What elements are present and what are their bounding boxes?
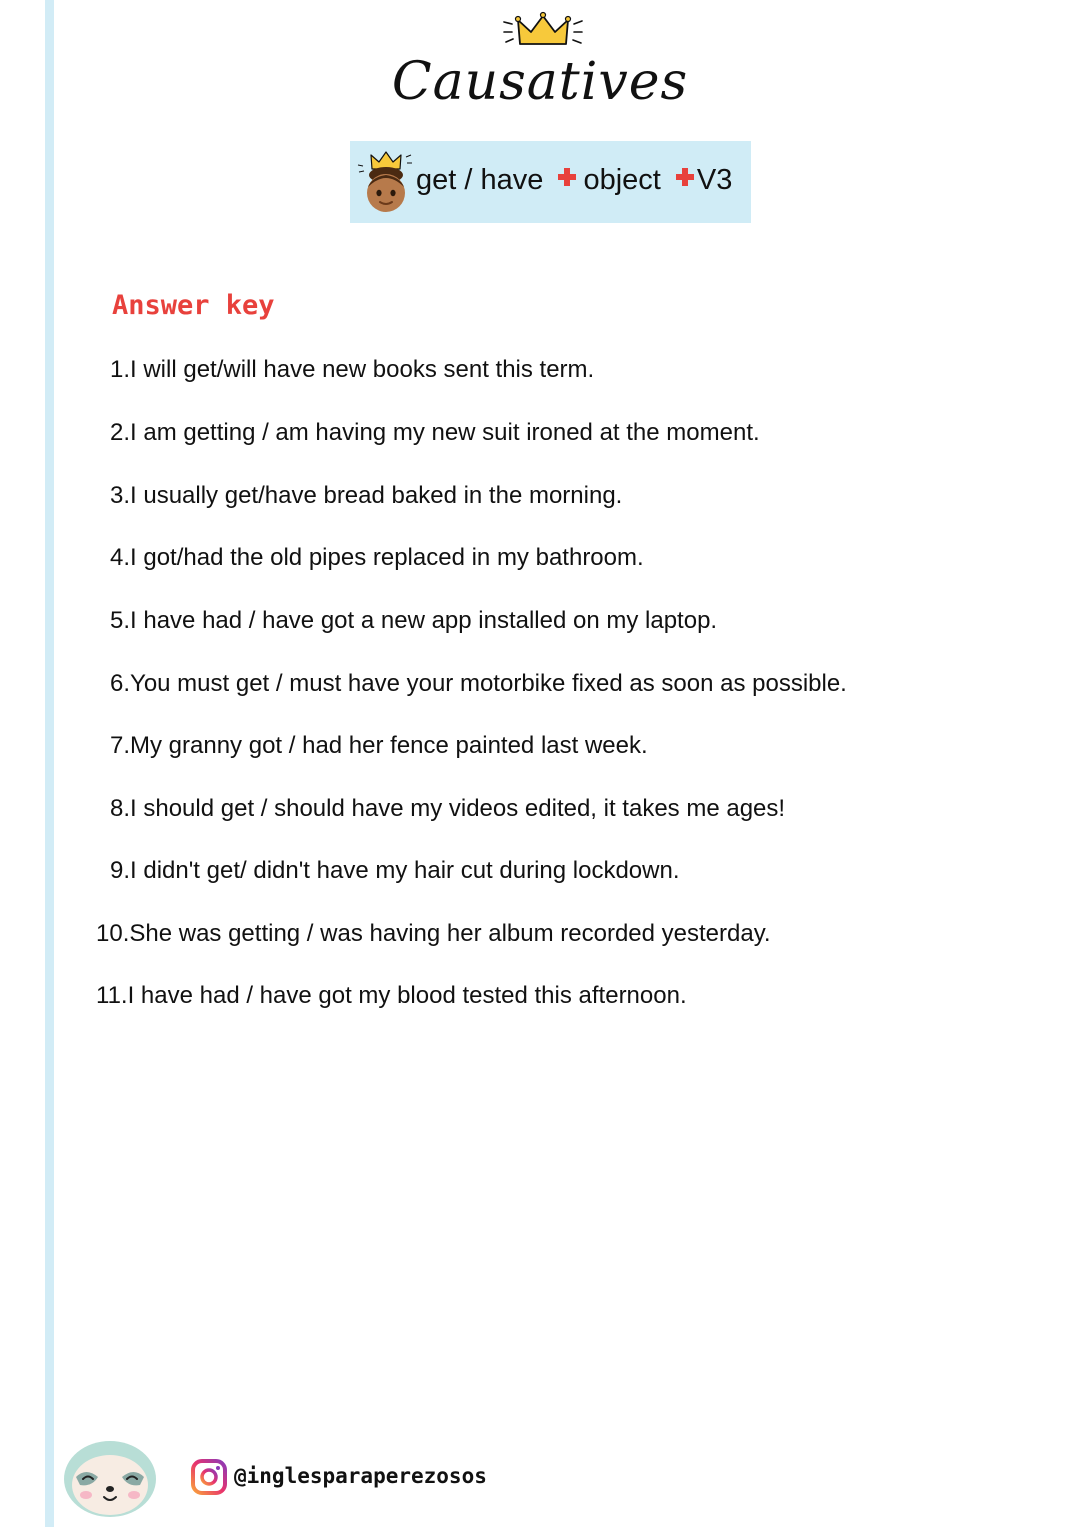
red-plus-icon — [675, 167, 695, 187]
formula-get-have: get / have — [416, 164, 544, 196]
answer-item-6: 6.You must get / must have your motorbike fixed as soon as possible. — [110, 670, 847, 697]
instagram-handle[interactable]: @inglesparaperezosos — [234, 1464, 487, 1488]
answer-item-5: 5.I have had / have got a new app installed on my laptop. — [110, 607, 718, 634]
answer-item-1: 1.I will get/will have new books sent this term. — [110, 356, 595, 383]
formula-box — [350, 141, 751, 223]
formula-text — [416, 164, 732, 197]
answer-item-7: 7.My granny got / had her fence painted last week. — [110, 732, 648, 759]
answer-item-2: 2.I am getting / am having my new suit ironed at the moment. — [110, 419, 760, 446]
red-plus-icon — [557, 167, 577, 187]
answer-item-4: 4.I got/had the old pipes replaced in my bathroom. — [110, 544, 644, 571]
answer-item-3: 3.I usually get/have bread baked in the morning. — [110, 482, 623, 509]
page-title: Causatives — [391, 52, 689, 112]
sloth-face-icon — [62, 1437, 158, 1519]
boy-with-crown-icon — [356, 149, 414, 217]
answer-item-11: 11.I have had / have got my blood tested this afternoon. — [96, 982, 687, 1009]
answer-item-10: 10.She was getting / was having her album recorded yesterday. — [96, 920, 771, 947]
crown-icon — [498, 10, 588, 50]
instagram-icon[interactable] — [191, 1459, 227, 1495]
formula-object: object — [583, 164, 661, 196]
formula-v3: V3 — [696, 164, 733, 196]
answer-item-8: 8.I should get / should have my videos edited, it takes me ages! — [110, 795, 786, 822]
answer-key-heading: Answer key — [112, 290, 275, 321]
answer-item-9: 9.I didn't get/ didn't have my hair cut during lockdown. — [110, 857, 680, 884]
page-left-border — [45, 0, 54, 1527]
